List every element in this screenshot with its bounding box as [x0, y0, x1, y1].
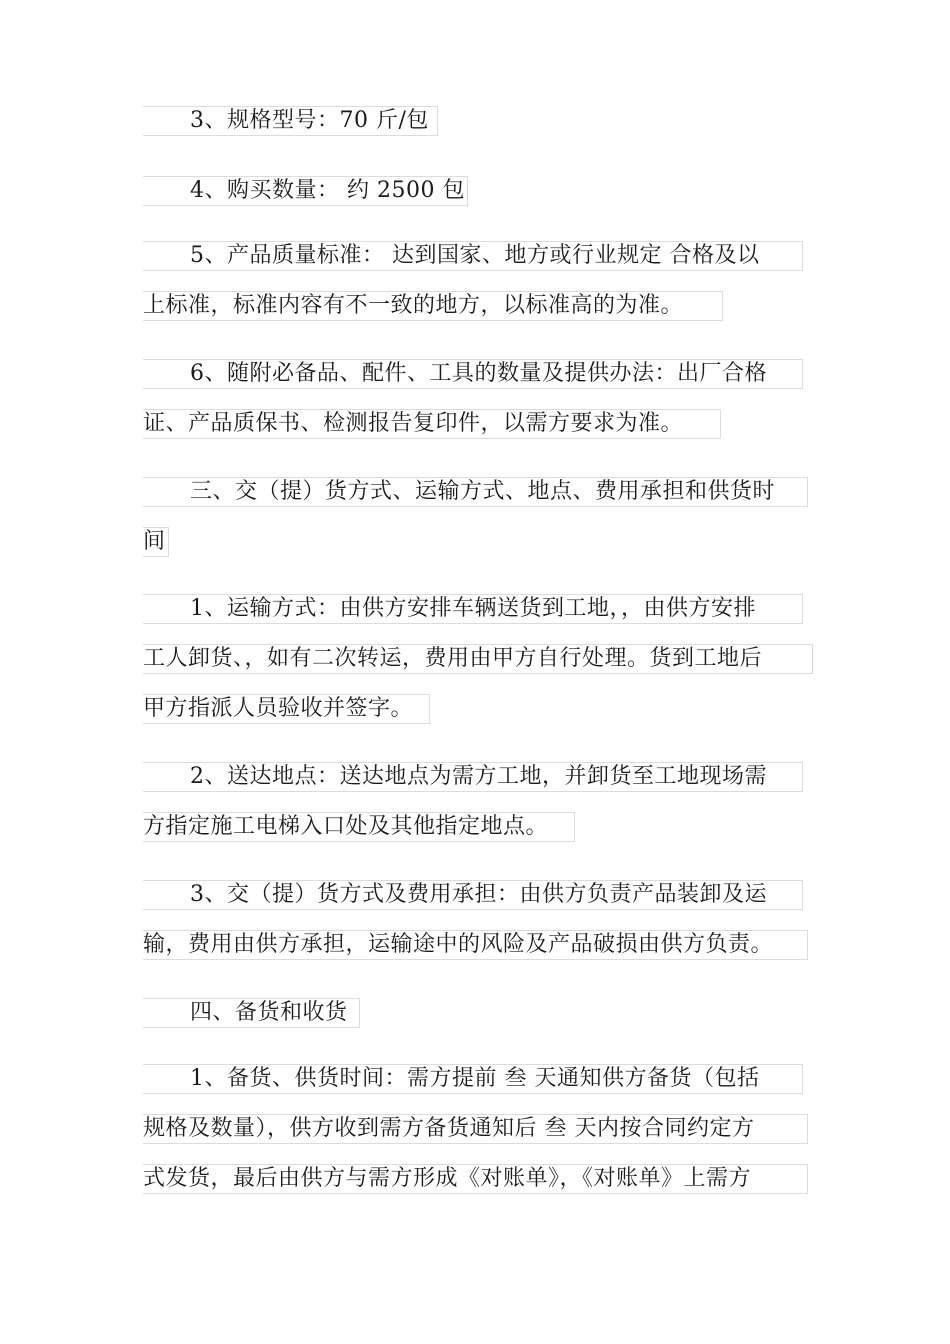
- text-line: 式发货，最后由供方与需方形成《对账单》，《对账单》上需方: [143, 1164, 808, 1194]
- text-line: 1、运输方式：由供方安排车辆送货到工地，，由供方安排: [143, 594, 803, 624]
- text-line: 输，费用由供方承担，运输途中的风险及产品破损由供方负责。: [143, 930, 808, 960]
- paragraph-stock-time: [143, 1064, 808, 1194]
- text-line: 工人卸货、，如有二次转运，费用由甲方自行处理。货到工地后: [143, 644, 813, 674]
- paragraph-accessories: [143, 359, 803, 439]
- text-line: 1、备货、供货时间：需方提前 叁 天通知供方备货（包括: [143, 1064, 803, 1094]
- section-heading-delivery: [143, 477, 808, 557]
- text-line: 证、产品质保书、检测报告复印件，以需方要求为准。: [143, 409, 721, 439]
- text-line: 三、交（提）货方式、运输方式、地点、费用承担和供货时: [143, 477, 808, 507]
- text-line: 4、购买数量： 约 2500 包: [143, 176, 468, 206]
- paragraph-purchase-quantity: [143, 176, 468, 206]
- paragraph-transport-method: [143, 594, 813, 724]
- text-line: 6、随附必备品、配件、工具的数量及提供办法：出厂合格: [143, 359, 803, 389]
- text-line: 2、送达地点：送达地点为需方工地，并卸货至工地现场需: [143, 762, 803, 792]
- text-line: 间: [143, 527, 169, 557]
- paragraph-delivery-cost: [143, 880, 808, 960]
- paragraph-spec-model: [143, 106, 438, 136]
- text-line: 四、备货和收货: [143, 998, 360, 1028]
- paragraph-quality-standard: [143, 241, 803, 321]
- text-line: 上标准，标准内容有不一致的地方，以标准高的为准。: [143, 291, 723, 321]
- text-line: 5、产品质量标准： 达到国家、地方或行业规定 合格及以: [143, 241, 803, 271]
- text-line: 甲方指派人员验收并签字。: [143, 694, 430, 724]
- paragraph-delivery-location: [143, 762, 803, 842]
- section-heading-stock-receiving: [143, 998, 360, 1028]
- text-line: 3、规格型号：70 斤/包: [143, 106, 438, 136]
- text-line: 3、交（提）货方式及费用承担：由供方负责产品装卸及运: [143, 880, 803, 910]
- text-line: 规格及数量），供方收到需方备货通知后 叁 天内按合同约定方: [143, 1114, 808, 1144]
- text-line: 方指定施工电梯入口处及其他指定地点。: [143, 812, 575, 842]
